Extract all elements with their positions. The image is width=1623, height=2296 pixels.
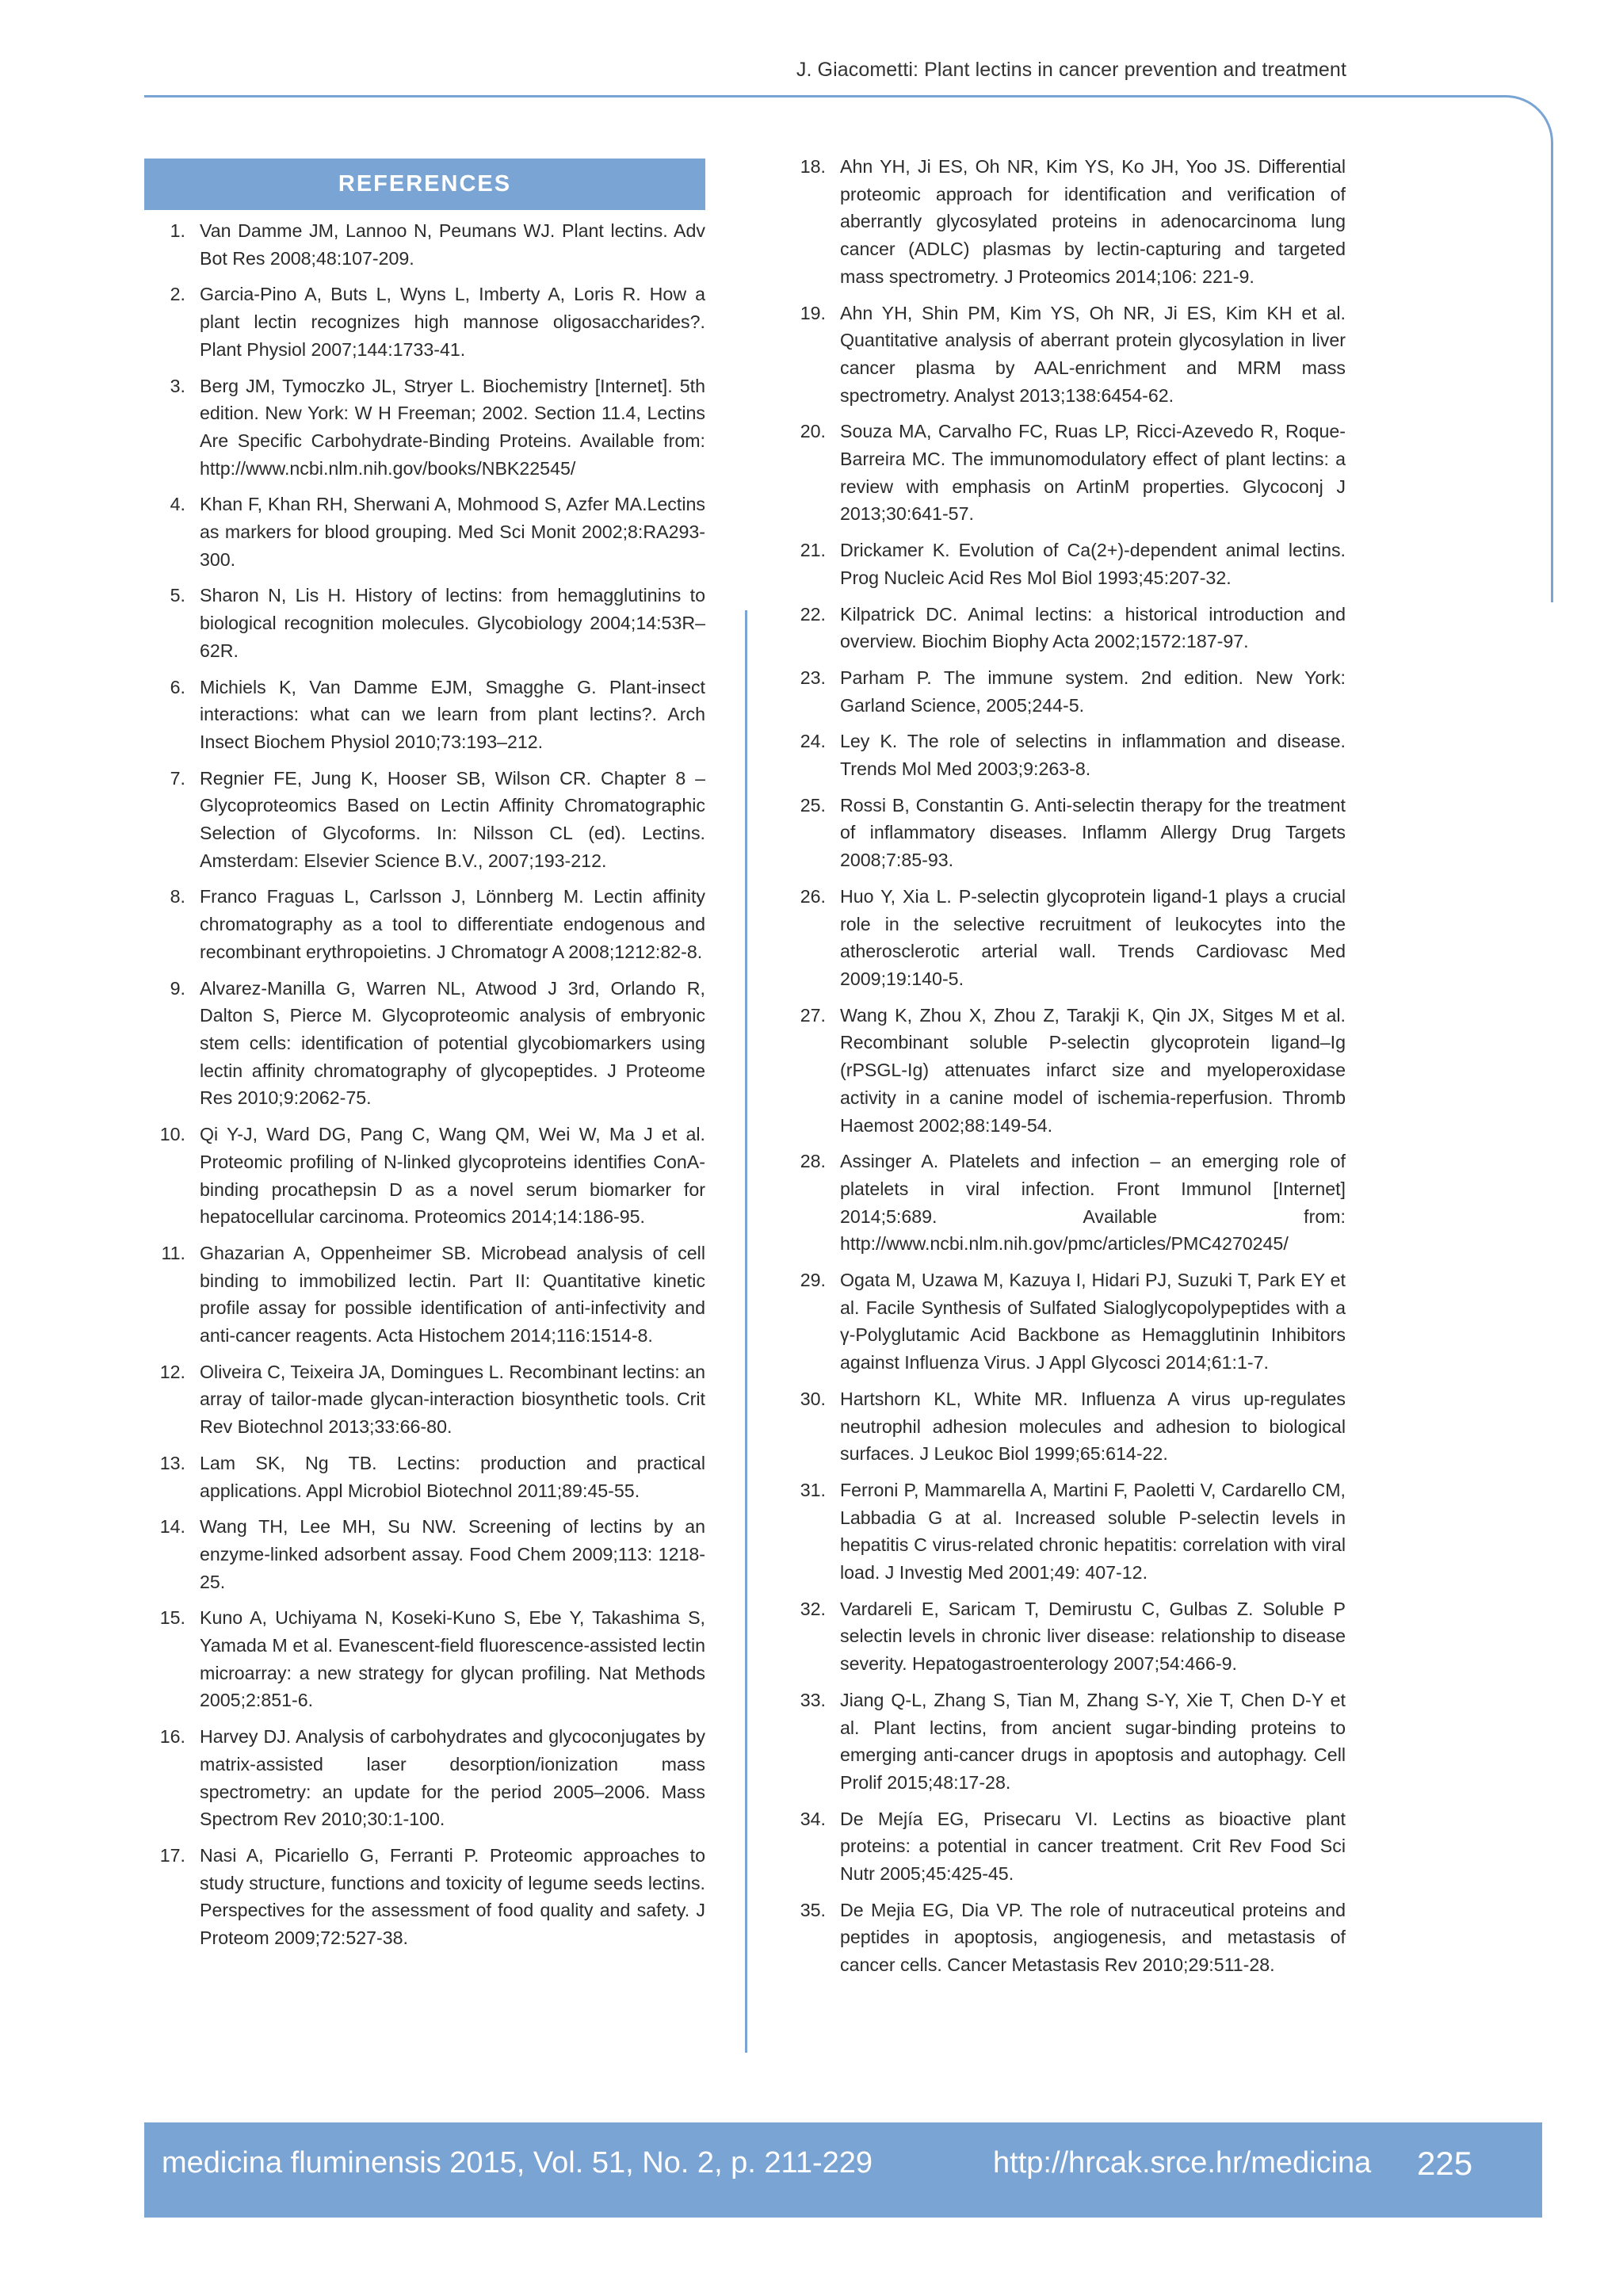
- reference-item: [785, 537, 1346, 591]
- reference-item: [144, 1121, 705, 1231]
- reference-item: [785, 153, 1346, 291]
- reference-number: 15.: [159, 1607, 185, 1629]
- reference-text: Souza MA, Carvalho FC, Ruas LP, Ricci-Azevedo R, Roque-Barreira MC. The immunomodulatory effect of plant lectins: a review with emphasis on ArtinM properties. Glycoconj J 2013;30:641-57.: [840, 421, 1346, 525]
- reference-number: 12.: [159, 1361, 185, 1382]
- reference-text: Ogata M, Uzawa M, Kazuya I, Hidari PJ, Suzuki T, Park EY et al. Facile Synthesis of Sulfated Sialoglycopolypeptides with a γ-Polyglutamic Acid Backbone as Hemagglutinin Inhibitors against Influenza Virus. J Appl Glycosci 2014;61:1-7.: [840, 1270, 1346, 1373]
- reference-item: [785, 1148, 1346, 1258]
- reference-text: Kuno A, Uchiyama N, Koseki-Kuno S, Ebe Y, Takashima S, Yamada M et al. Evanescent-field fluorescence-assisted lectin microarray: a new strategy for glycan profiling. Nat Methods 2005;2:851-6.: [200, 1607, 705, 1711]
- reference-number: 4.: [170, 494, 185, 515]
- reference-text: Hartshorn KL, White MR. Influenza A virus up-regulates neutrophil adhesion molecules and adhesion to biological surfaces. J Leukoc Biol 1999;65:614-22.: [840, 1388, 1346, 1465]
- reference-text: Kilpatrick DC. Animal lectins: a historical introduction and overview. Biochim Biophy Acta 2002;1572:187-97.: [840, 603, 1346, 652]
- reference-text: Harvey DJ. Analysis of carbohydrates and glycoconjugates by matrix-assisted laser desorption/ionization mass spectrometry: an update for the period 2005–2006. Mass Spectrom Rev 2010;30:1-100.: [200, 1726, 705, 1830]
- reference-text: Franco Fraguas L, Carlsson J, Lönnberg M. Lectin affinity chromatography as a tool to differentiate endogenous and recombinant erythropoietins. J Chromatogr A 2008;1212:82-8.: [200, 886, 705, 962]
- reference-text: De Mejía EG, Prisecaru VI. Lectins as bioactive plant proteins: a potential in cancer treatment. Crit Rev Food Sci Nutr 2005;45:425-45.: [840, 1808, 1346, 1885]
- reference-number: 30.: [800, 1388, 826, 1409]
- reference-item: [785, 1266, 1346, 1377]
- reference-number: 34.: [800, 1808, 826, 1829]
- reference-item: [144, 582, 705, 664]
- reference-item: [785, 601, 1346, 655]
- reference-text: Alvarez-Manilla G, Warren NL, Atwood J 3rd, Orlando R, Dalton S, Pierce M. Glycoproteomic analysis of embryonic stem cells: identification of potential glycobiomarkers using lectin affinity chromatography of glycopeptides. J Proteome Res 2010;9:2062-75.: [200, 977, 705, 1109]
- header-corner-curve: [1490, 95, 1553, 602]
- reference-item: [144, 1358, 705, 1441]
- reference-number: 11.: [161, 1242, 185, 1263]
- reference-text: Huo Y, Xia L. P-selectin glycoprotein ligand-1 plays a crucial role in the selective recruitment of leukocytes into the atherosclerotic arterial wall. Trends Cardiovasc Med 2009;19:140-5.: [840, 885, 1346, 989]
- references-list-right: [785, 153, 1346, 1988]
- reference-number: 9.: [170, 977, 185, 999]
- reference-text: Parham P. The immune system. 2nd edition. New York: Garland Science, 2005;244-5.: [840, 667, 1346, 716]
- reference-text: Sharon N, Lis H. History of lectins: from hemagglutinins to biological recognition molecules. Glycobiology 2004;14:53R–62R.: [200, 585, 705, 661]
- reference-text: Drickamer K. Evolution of Ca(2+)-dependent animal lectins. Prog Nucleic Acid Res Mol Biol 1993;45:207-32.: [840, 540, 1346, 588]
- reference-number: 7.: [170, 767, 185, 789]
- reference-item: [785, 418, 1346, 528]
- reference-text: Ahn YH, Shin PM, Kim YS, Oh NR, Ji ES, Kim KH et al. Quantitative analysis of aberrant protein glycosylation in liver cancer plasma by AAL-enrichment and MRM mass spectrometry. Analyst 2013;138:6454-62.: [840, 302, 1346, 406]
- reference-item: [144, 765, 705, 875]
- reference-item: [785, 1805, 1346, 1888]
- reference-text: Regnier FE, Jung K, Hooser SB, Wilson CR. Chapter 8 – Glycoproteomics Based on Lectin Affinity Chromatographic Selection of Glycoforms. In: Nilsson CL (ed). Lectins. Amsterdam: Elsevier Science B.V., 2007;193-212.: [200, 767, 705, 871]
- reference-number: 32.: [800, 1598, 826, 1619]
- reference-item: [144, 1723, 705, 1833]
- reference-item: [785, 1897, 1346, 1979]
- reference-item: [144, 1604, 705, 1714]
- reference-item: [144, 217, 705, 272]
- reference-item: [144, 491, 705, 573]
- reference-number: 17.: [159, 1844, 185, 1866]
- reference-number: 14.: [159, 1516, 185, 1538]
- reference-text: Lam SK, Ng TB. Lectins: production and practical applications. Appl Microbiol Biotechnol 2011;89:45-55.: [200, 1452, 705, 1501]
- reference-number: 16.: [159, 1726, 185, 1748]
- header-rule: [144, 95, 1495, 97]
- reference-number: 26.: [800, 885, 826, 907]
- reference-item: [144, 281, 705, 363]
- reference-text: Ferroni P, Mammarella A, Martini F, Paoletti V, Cardarello CM, Labbadia G at al. Increased soluble P-selectin levels in hepatitis C virus-related chronic hepatitis: correlation with viral load. J Investig Med 2001;49: 407-12.: [840, 1479, 1346, 1584]
- reference-item: [785, 728, 1346, 782]
- reference-number: 1.: [170, 220, 185, 241]
- reference-number: 25.: [800, 794, 826, 816]
- reference-item: [144, 1240, 705, 1350]
- reference-item: [785, 664, 1346, 719]
- reference-item: [144, 1513, 705, 1595]
- reference-number: 28.: [800, 1151, 826, 1172]
- reference-text: Ahn YH, Ji ES, Oh NR, Kim YS, Ko JH, Yoo JS. Differential proteomic approach for identification and verification of aberrantly glycosylated proteins in adenocarcinoma lung cancer (ADLC) plasmas by lectin-capturing and targeted mass spectrometry. J Proteomics 2014;106: 221-9.: [840, 156, 1346, 287]
- reference-item: [785, 1687, 1346, 1797]
- reference-text: Jiang Q-L, Zhang S, Tian M, Zhang S-Y, Xie T, Chen D-Y et al. Plant lectins, from ancient sugar-binding proteins to emerging anti-cancer drugs in apoptosis and autophagy. Cell Prolif 2015;48:17-28.: [840, 1689, 1346, 1793]
- reference-number: 19.: [800, 302, 826, 323]
- reference-item: [785, 1002, 1346, 1140]
- running-head: J. Giacometti: Plant lectins in cancer prevention and treatment: [796, 59, 1346, 81]
- reference-text: De Mejia EG, Dia VP. The role of nutraceutical proteins and peptides in apoptosis, angiogenesis, and metastasis of cancer cells. Cancer Metastasis Rev 2010;29:511-28.: [840, 1899, 1346, 1976]
- reference-text: Oliveira C, Teixeira JA, Domingues L. Recombinant lectins: an array of tailor-made glycan-interaction biosynthetic tools. Crit Rev Biotechnol 2013;33:66-80.: [200, 1361, 705, 1438]
- reference-text: Assinger A. Platelets and infection – an emerging role of platelets in viral infection. Front Immunol [Internet] 2014;5:689. Available from: http://www.ncbi.nlm.nih.gov/pmc/articles/PMC4270245/: [840, 1151, 1346, 1255]
- reference-item: [785, 300, 1346, 410]
- reference-text: Khan F, Khan RH, Sherwani A, Mohmood S, Azfer MA.Lectins as markers for blood grouping. Med Sci Monit 2002;8:RA293-300.: [200, 494, 705, 570]
- reference-item: [144, 883, 705, 965]
- reference-number: 33.: [800, 1689, 826, 1710]
- reference-item: [144, 1450, 705, 1504]
- reference-number: 21.: [800, 540, 826, 561]
- reference-number: 13.: [159, 1452, 185, 1473]
- reference-item: [785, 792, 1346, 874]
- reference-text: Rossi B, Constantin G. Anti-selectin therapy for the treatment of inflammatory diseases. Inflamm Allergy Drug Targets 2008;7:85-93.: [840, 794, 1346, 871]
- reference-text: Qi Y-J, Ward DG, Pang C, Wang QM, Wei W, Ma J et al. Proteomic profiling of N-linked glycoproteins identifies ConA-binding procathepsin D as a novel serum biomarker for hepatocellular carcinoma. Proteomics 2014;14:186-95.: [200, 1124, 705, 1228]
- reference-number: 5.: [170, 585, 185, 606]
- reference-item: [144, 674, 705, 756]
- reference-item: [144, 975, 705, 1113]
- page-number: 225: [1417, 2145, 1473, 2182]
- reference-text: Michiels K, Van Damme EJM, Smagghe G. Plant-insect interactions: what can we learn from plant lectins?. Arch Insect Biochem Physiol 2010;73:193–212.: [200, 676, 705, 752]
- reference-text: Wang TH, Lee MH, Su NW. Screening of lectins by an enzyme-linked adsorbent assay. Food Chem 2009;113: 1218-25.: [200, 1516, 705, 1592]
- reference-number: 22.: [800, 603, 826, 625]
- reference-number: 31.: [800, 1479, 826, 1500]
- reference-number: 20.: [800, 421, 826, 442]
- reference-number: 27.: [800, 1004, 826, 1026]
- reference-number: 35.: [800, 1899, 826, 1920]
- reference-number: 18.: [800, 156, 826, 177]
- reference-number: 29.: [800, 1270, 826, 1291]
- reference-item: [144, 1842, 705, 1952]
- references-heading: REFERENCES: [144, 159, 705, 210]
- footer-url-link[interactable]: http://hrcak.srce.hr/medicina: [993, 2146, 1372, 2179]
- reference-text: Ley K. The role of selectins in inflammation and disease. Trends Mol Med 2003;9:263-8.: [840, 731, 1346, 780]
- footer-journal-citation: medicina fluminensis 2015, Vol. 51, No. 2, p. 211-229: [162, 2146, 873, 2179]
- reference-item: [785, 1477, 1346, 1587]
- reference-item: [144, 372, 705, 483]
- reference-number: 24.: [800, 731, 826, 752]
- column-divider: [745, 610, 747, 2053]
- reference-number: 10.: [159, 1124, 185, 1145]
- reference-number: 8.: [170, 886, 185, 907]
- reference-text: Vardareli E, Saricam T, Demirustu C, Gulbas Z. Soluble P selectin levels in chronic liver disease: relationship to disease severity. Hepatogastroenterology 2007;54:466-9.: [840, 1598, 1346, 1675]
- references-list-left: [144, 217, 705, 1961]
- reference-number: 6.: [170, 676, 185, 697]
- reference-text: Garcia-Pino A, Buts L, Wyns L, Imberty A, Loris R. How a plant lectin recognizes high mannose oligosaccharides?. Plant Physiol 2007;144:1733-41.: [200, 284, 705, 360]
- reference-text: Ghazarian A, Oppenheimer SB. Microbead analysis of cell binding to immobilized lectin. Part II: Quantitative kinetic profile assay for possible identification of anti-infectivity and anti-cancer reagents. Acta Histochem 2014;116:1514-8.: [200, 1242, 705, 1347]
- reference-item: [785, 883, 1346, 993]
- reference-item: [785, 1595, 1346, 1678]
- reference-item: [785, 1385, 1346, 1468]
- reference-number: 2.: [170, 284, 185, 305]
- reference-number: 3.: [170, 375, 185, 396]
- reference-text: Nasi A, Picariello G, Ferranti P. Proteomic approaches to study structure, functions and toxicity of legume seeds lectins. Perspectives for the assessment of food quality and safety. J Proteom 2009;72:527-38.: [200, 1844, 705, 1949]
- reference-text: Van Damme JM, Lannoo N, Peumans WJ. Plant lectins. Adv Bot Res 2008;48:107-209.: [200, 220, 705, 269]
- reference-number: 23.: [800, 667, 826, 688]
- reference-text: Wang K, Zhou X, Zhou Z, Tarakji K, Qin JX, Sitges M et al. Recombinant soluble P-selectin glycoprotein ligand–Ig (rPSGL-Ig) attenuates infarct size and myeloperoxidase activity in a canine model of ischemia-reperfusion. Thromb Haemost 2002;88:149-54.: [840, 1004, 1346, 1136]
- reference-text: Berg JM, Tymoczko JL, Stryer L. Biochemistry [Internet]. 5th edition. New York: W H Freeman; 2002. Section 11.4, Lectins Are Specific Carbohydrate-Binding Proteins. Available from: http://www.ncbi.nlm.nih.gov/books/NBK22545/: [200, 375, 705, 479]
